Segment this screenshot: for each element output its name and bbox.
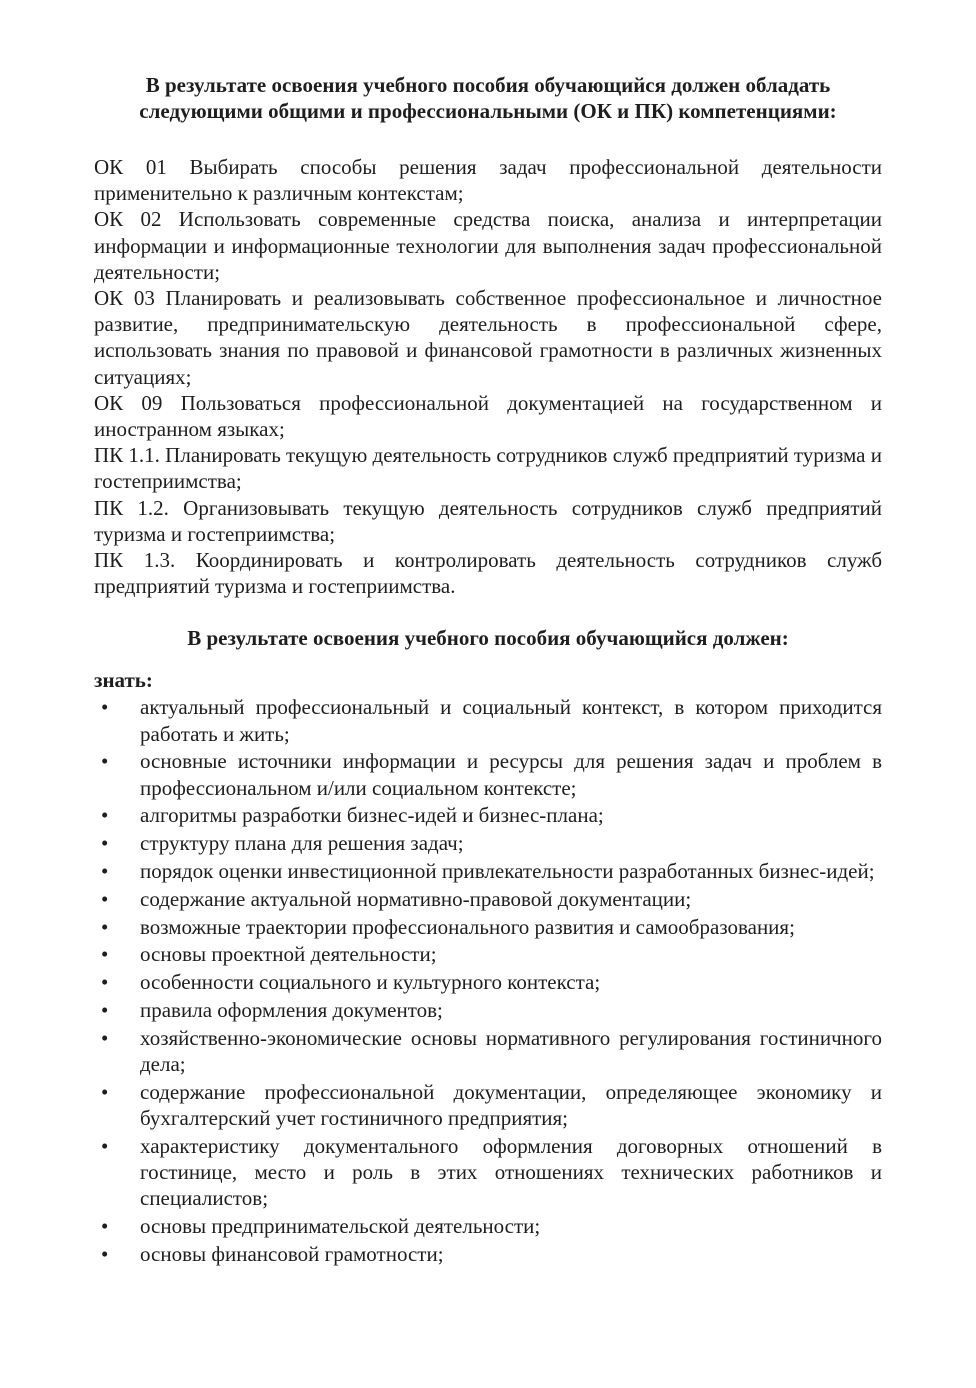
list-item — [94, 802, 882, 828]
bullet-icon: • — [101, 942, 109, 967]
list-item — [94, 1241, 882, 1267]
list-item-text: правила оформления документов; — [140, 998, 443, 1023]
competencies-heading: В результате освоения учебного пособия обучающийся должен обладать следующими общими и профессиональными (ОК и ПК) компетенциями: — [139, 73, 837, 123]
bullet-icon: • — [101, 695, 109, 720]
list-item-text: структуру плана для решения задач; — [140, 831, 464, 856]
bullet-icon: • — [101, 1133, 109, 1158]
bullet-icon: • — [101, 998, 109, 1023]
list-item-text: особенности социального и культурного контекста; — [140, 970, 601, 995]
list-item-text: актуальный профессиональный и социальный контекст, в котором приходится работать и жить; — [140, 695, 882, 746]
list-item — [94, 748, 882, 800]
list-item — [94, 886, 882, 912]
bullet-icon: • — [101, 1214, 109, 1239]
competency-pk13: ПК 1.3. Координировать и контролировать деятельность сотрудников служб предприятий туризма и гостеприимства. — [94, 548, 882, 599]
list-item-text: содержание профессиональной документации, определяющее экономику и бухгалтерский учет гостиничного предприятия; — [140, 1079, 882, 1131]
bullet-icon: • — [101, 831, 109, 856]
list-item-text: основные источники информации и ресурсы для решения задач и проблем в профессиональном и/или социальном контексте; — [140, 749, 882, 800]
bullet-icon: • — [101, 859, 109, 884]
list-item — [94, 941, 882, 967]
know-list — [94, 694, 882, 1267]
bullet-icon: • — [101, 914, 109, 939]
list-item-text: содержание актуальной нормативно-правовой документации; — [140, 886, 692, 911]
list-item-text: возможные траектории профессионального развития и самообразования; — [140, 914, 795, 939]
bullet-icon: • — [101, 803, 109, 828]
bullet-icon: • — [101, 1241, 109, 1266]
list-item — [94, 830, 882, 856]
list-item — [94, 1213, 882, 1239]
competencies-list — [94, 154, 882, 599]
competency-ok09: ОК 09 Пользоваться профессиональной документацией на государственном и иностранном языках; — [94, 390, 882, 442]
bullet-icon: • — [101, 749, 109, 774]
list-item — [94, 997, 882, 1023]
document-page — [94, 72, 882, 1269]
competency-pk12: ПК 1.2. Организовывать текущую деятельность сотрудников служб предприятий туризма и гостеприимства; — [94, 495, 882, 546]
list-item — [94, 914, 882, 940]
bullet-icon: • — [101, 1025, 109, 1050]
list-item — [94, 1133, 882, 1212]
list-item-text: хозяйственно-экономические основы нормативного регулирования гостиничного дела; — [140, 1025, 882, 1077]
bullet-icon: • — [101, 1079, 109, 1104]
list-item-text: основы предпринимательской деятельности; — [140, 1214, 541, 1239]
bullet-icon: • — [101, 970, 109, 995]
list-item-text: основы проектной деятельности; — [140, 942, 437, 967]
list-item-text: порядок оценки инвестиционной привлекательности разработанных бизнес-идей; — [140, 859, 875, 884]
competency-ok01: ОК 01 Выбирать способы решения задач профессиональной деятельности применительно к различным контекстам; — [94, 155, 882, 206]
competency-pk11: ПК 1.1. Планировать текущую деятельность сотрудников служб предприятий туризма и гостеприимства; — [94, 443, 882, 494]
list-item-text: основы финансовой грамотности; — [140, 1241, 444, 1266]
list-item — [94, 969, 882, 995]
list-item — [94, 858, 882, 884]
bullet-icon: • — [101, 886, 109, 911]
list-item-text: характеристику документального оформления договорных отношений в гостинице, место и роль в этих отношениях технических работников и специалистов; — [140, 1133, 882, 1211]
list-item — [94, 694, 882, 746]
competency-ok02: ОК 02 Использовать современные средства поиска, анализа и интерпретации информации и информационные технологии для выполнения задач профессиональной деятельности; — [94, 207, 882, 284]
list-item — [94, 1025, 882, 1077]
outcome-heading: В результате освоения учебного пособия обучающийся должен: — [187, 626, 789, 651]
know-label: знать: — [94, 668, 153, 693]
list-item-text: алгоритмы разработки бизнес-идей и бизнес-плана; — [140, 803, 604, 828]
list-item — [94, 1079, 882, 1131]
competency-ok03: ОК 03 Планировать и реализовывать собственное профессиональное и личностное развитие, предпринимательскую деятельность в профессиональной сфере, использовать знания по правовой и финансовой грамотности в различных жизненных ситуациях; — [94, 286, 882, 389]
